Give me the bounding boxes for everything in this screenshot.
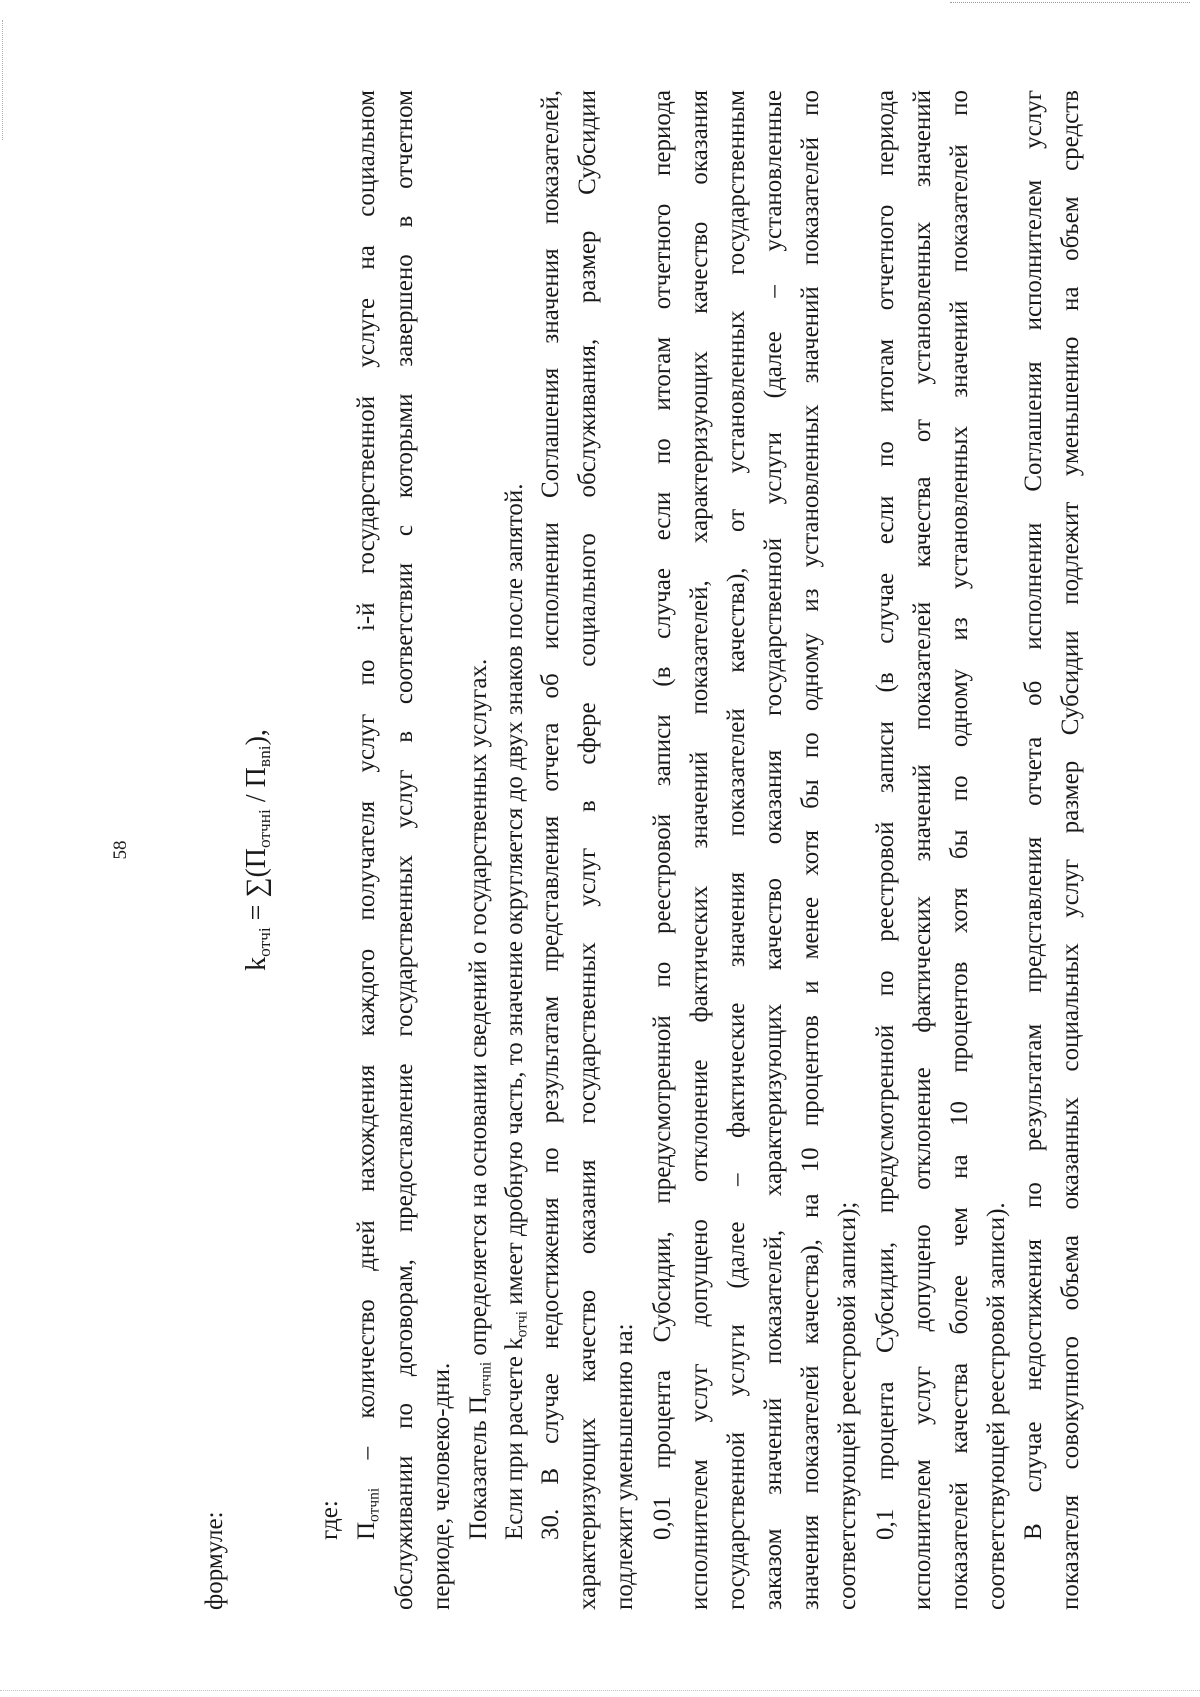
text-line-formule: формуле:: [201, 1511, 228, 1610]
text-line-20: соответствующей реестровой записи).: [983, 1202, 1010, 1610]
text-line-definition: [352, 90, 382, 1540]
formula-eq: = ∑(П: [241, 848, 272, 928]
text-line-22: показателя совокупного объема оказанных социальных услуг размер Субсидии подлежит уменьшению на объем средств: [1057, 90, 1084, 1610]
text-line-18: исполнителем услуг допущено отклонение фактических значений показателей качества от установленных значений: [909, 90, 936, 1610]
text-line-15: значения показателей качества), на 10 процентов и менее хотя бы по одному из установленных значений показателей по: [797, 90, 824, 1610]
text-line-8: 30. В случае недостижения по результатам представления отчета об исполнении Соглашения значения показателей,: [537, 90, 564, 1540]
formula-k-otch: [240, 90, 274, 1610]
text-line-5: периоде, человеко-дни.: [428, 1362, 455, 1610]
formula-den-sub: вni: [254, 745, 274, 768]
definition-symbol: П: [353, 1521, 380, 1540]
text-line-14: заказом значений показателей, характеризующих качество оказания государственной услуги (далее – установленные: [760, 90, 787, 1610]
indicator-text-pre: Показатель П: [465, 1396, 492, 1540]
text-line-rounding: [500, 484, 530, 1540]
text-line-4: обслуживании по договорам, предоставление государственных услуг в соответствии с которыми завершено в отчетном: [391, 90, 418, 1610]
text-line-19: показателей качества более чем на 10 процентов хотя бы по одному из установленных значений показателей по: [946, 90, 973, 1610]
scan-edge-top: [950, 2, 1190, 6]
document-page-rotated: [100, 90, 1100, 1610]
text-line-10: подлежит уменьшению на:: [611, 1323, 638, 1610]
scan-edge-bottom: [0, 1690, 1200, 1693]
text-line-13: государственной услуги (далее – фактические значения показателей качества), от установленных государственным: [723, 90, 750, 1610]
text-line-16: соответствующей реестровой записи);: [834, 1201, 861, 1610]
rounding-sub: отчi: [513, 1310, 531, 1338]
rounding-text-pre: Если при расчете k: [501, 1337, 528, 1540]
page-number: 58: [110, 840, 131, 860]
text-line-12: исполнителем услуг допущено отклонение фактических значений показателей, характеризующих качество оказания: [686, 90, 713, 1610]
formula-mid-sub: отчнi: [254, 809, 274, 849]
formula-slash: / П: [241, 767, 272, 810]
text-line-17: 0,1 процента Субсидии, предусмотренной по реестровой записи (в случае если по итогам отчетного периода: [872, 90, 899, 1540]
text-line-21: В случае недостижения по результатам представления отчета об исполнении Соглашения исполнителем услуг: [1020, 90, 1047, 1540]
definition-symbol-sub: отчni: [365, 1487, 383, 1522]
indicator-sub: отчni: [477, 1361, 495, 1397]
definition-text: – количество дней нахождения каждого получателя услуг по i-й государственной услуге на социальном: [353, 90, 380, 1488]
text-line-9: характеризующих качество оказания государственных услуг в сфере социального обслуживания, размер Субсидии: [574, 90, 601, 1610]
formula-end: ),: [241, 729, 272, 746]
formula-lhs: k: [241, 956, 272, 971]
formula-lhs-sub: отчi: [254, 927, 274, 957]
text-line-indicator: [464, 659, 494, 1540]
rounding-text: имеет дробную часть, то значение округляется до двух знаков после запятой.: [501, 483, 528, 1311]
text-line-gde: где:: [316, 1500, 343, 1540]
text-line-11: 0,01 процента Субсидии, предусмотренной по реестровой записи (в случае если по итогам отчетного периода: [649, 90, 676, 1540]
indicator-text: определяется на основании сведений о государственных услугах.: [465, 658, 492, 1362]
scan-edge-left: [2, 20, 5, 140]
